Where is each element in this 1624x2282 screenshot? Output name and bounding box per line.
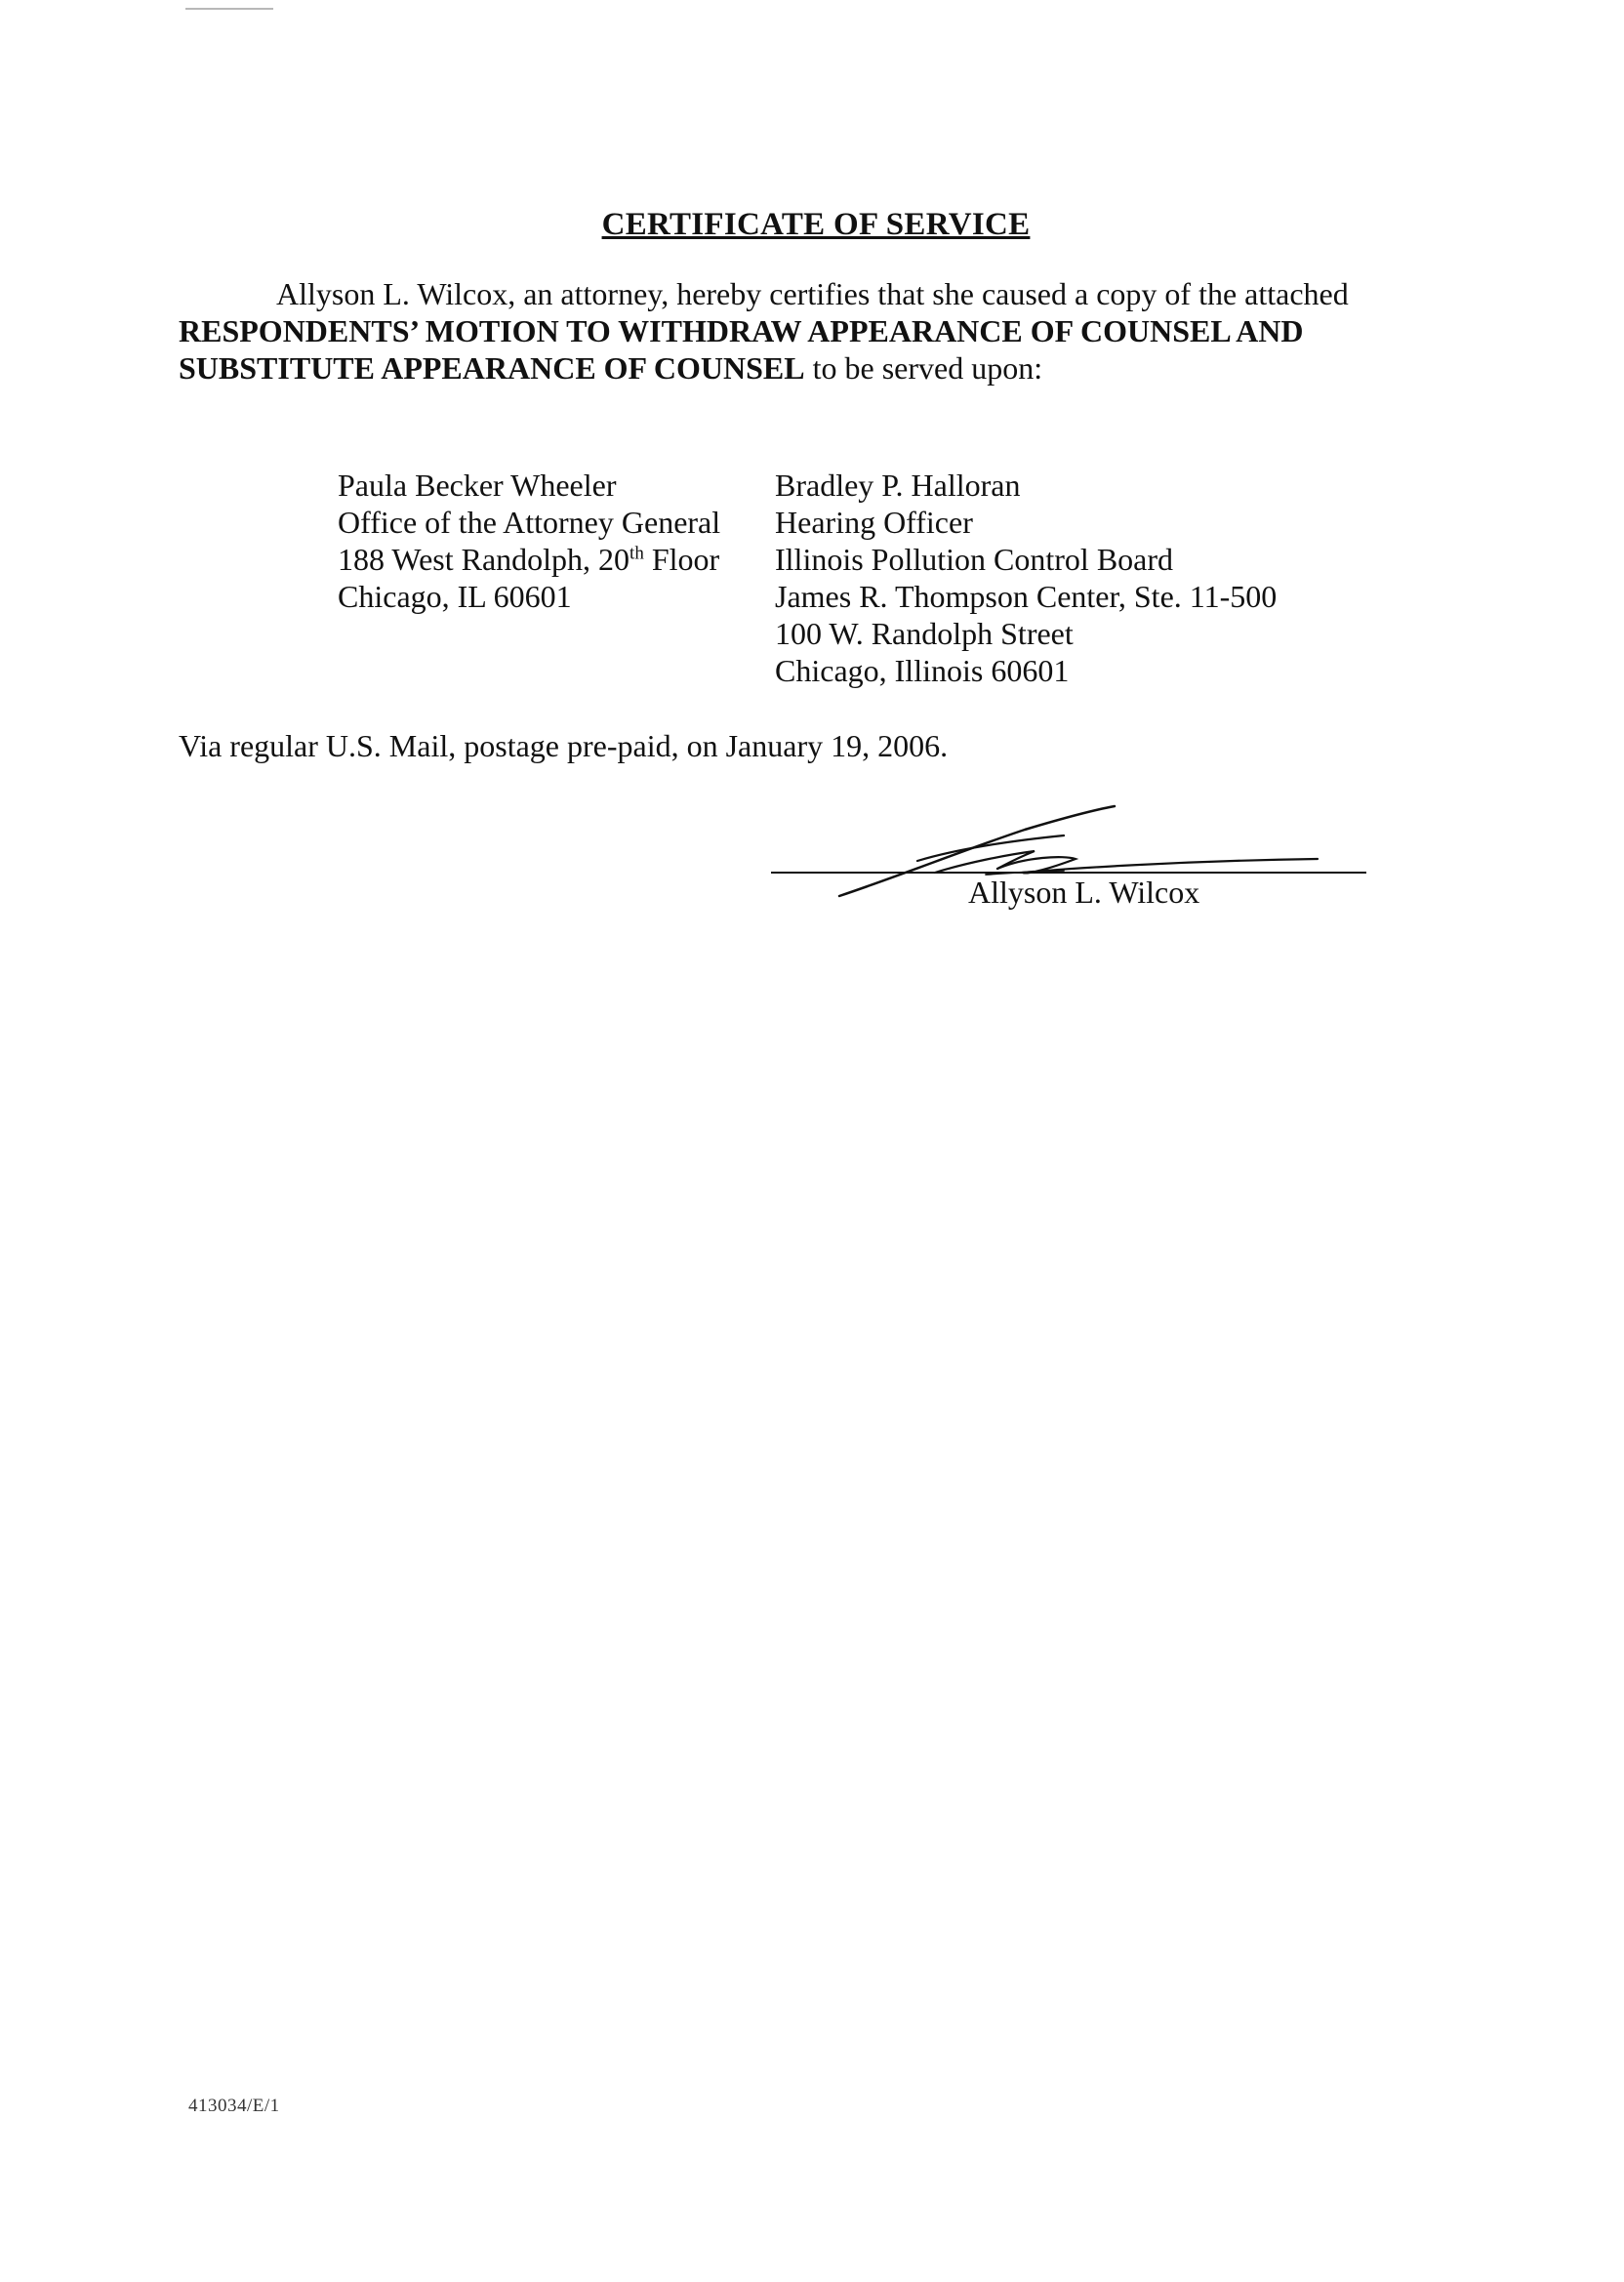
recipient-name: Bradley P. Halloran <box>775 468 1021 503</box>
served-document-title: RESPONDENTS’ MOTION TO WITHDRAW APPEARANCE OF COUNSEL AND SUBSTITUTE APPEARANCE OF COUNSEL <box>179 313 1304 386</box>
page-title: CERTIFICATE OF SERVICE <box>601 207 1031 242</box>
recipient-address-right <box>775 467 1277 689</box>
recipient-street: 188 West Randolph, 20th Floor <box>338 542 720 577</box>
recipient-street: 100 W. Randolph Street <box>775 616 1074 651</box>
recipient-address-left <box>338 467 720 615</box>
recipient-role: Hearing Officer <box>775 505 973 540</box>
service-statement: Via regular U.S. Mail, postage pre-paid, on January 19, 2006. <box>179 728 949 763</box>
signatory-name: Allyson L. Wilcox <box>968 875 1200 910</box>
intro-lead: Allyson L. Wilcox, an attorney, hereby certifies that she caused a copy of the attached <box>276 276 1349 311</box>
scan-artifact <box>185 8 273 10</box>
intro-tail: to be served upon: <box>812 350 1043 386</box>
recipient-office: Office of the Attorney General <box>338 505 721 540</box>
certification-paragraph <box>179 275 1428 387</box>
recipient-name: Paula Becker Wheeler <box>338 468 617 503</box>
recipient-city: Chicago, IL 60601 <box>338 579 572 614</box>
recipient-office: Illinois Pollution Control Board <box>775 542 1174 577</box>
recipient-city: Chicago, Illinois 60601 <box>775 653 1070 688</box>
recipient-building: James R. Thompson Center, Ste. 11-500 <box>775 579 1278 614</box>
document-code: 413034/E/1 <box>188 2096 280 2116</box>
